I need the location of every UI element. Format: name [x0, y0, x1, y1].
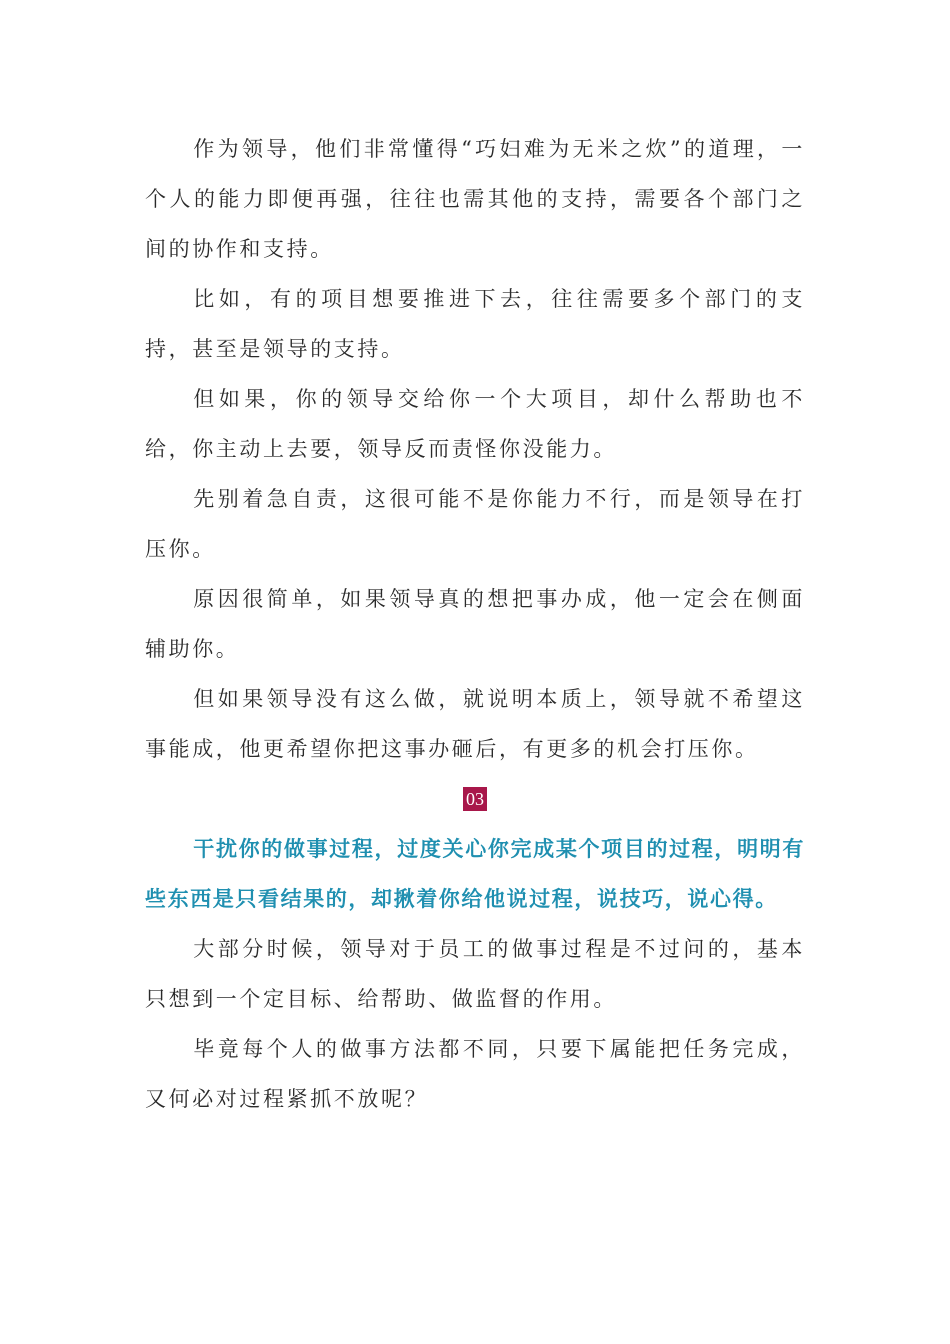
paragraph-6: 但如果领导没有这么做，就说明本质上，领导就不希望这事能成，他更希望你把这事办砸后，有更多的机会打压你。 — [145, 687, 805, 761]
paragraph-1: 作为领导，他们非常懂得“巧妇难为无米之炊”的道理，一个人的能力即便再强，往往也需其他的支持，需要各个部门之间的协作和支持。 — [145, 137, 805, 261]
paragraph-5: 原因很简单，如果领导真的想把事办成，他一定会在侧面辅助你。 — [145, 587, 805, 661]
section-number-row — [145, 774, 805, 824]
paragraph-8: 毕竟每个人的做事方法都不同，只要下属能把任务完成，又何必对过程紧抓不放呢？ — [145, 1037, 805, 1111]
section-heading: 干扰你的做事过程，过度关心你完成某个项目的过程，明明有些东西是只看结果的，却揪着你给他说过程，说技巧，说心得。 — [145, 836, 805, 911]
paragraph-7: 大部分时候，领导对于员工的做事过程是不过问的，基本只想到一个定目标、给帮助、做监督的作用。 — [145, 937, 805, 1011]
paragraph-3: 但如果，你的领导交给你一个大项目，却什么帮助也不给，你主动上去要，领导反而责怪你没能力。 — [145, 387, 805, 461]
article-body — [145, 124, 805, 1124]
section-number-badge: 03 — [463, 787, 487, 811]
paragraph-2: 比如，有的项目想要推进下去，往往需要多个部门的支持，甚至是领导的支持。 — [145, 287, 805, 361]
paragraph-4: 先别着急自责，这很可能不是你能力不行，而是领导在打压你。 — [145, 487, 805, 561]
